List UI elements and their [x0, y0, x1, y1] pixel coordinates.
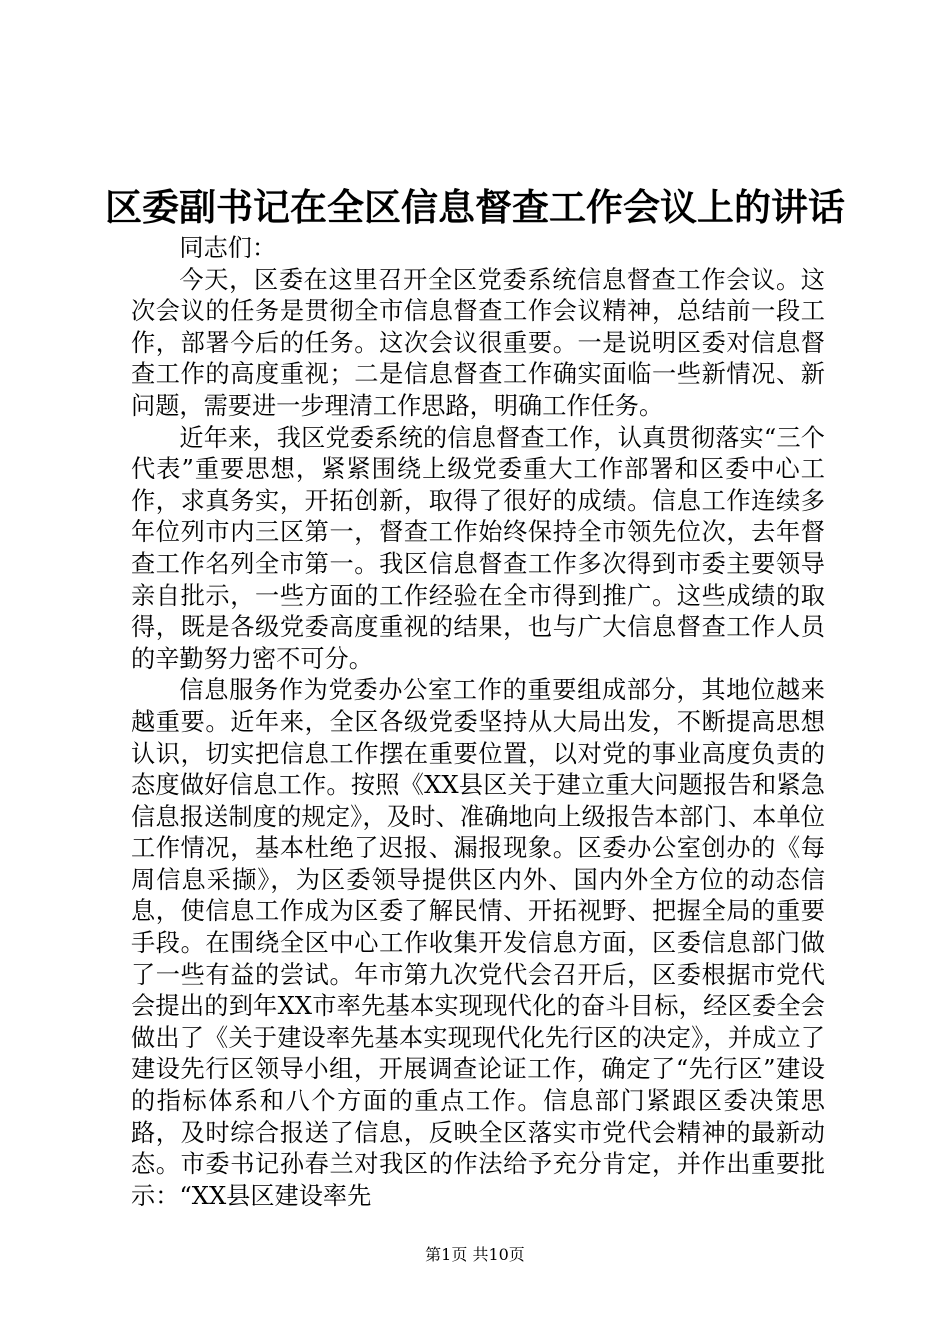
document-body — [131, 233, 825, 1212]
paragraph-3: 信息服务作为党委办公室工作的重要组成部分，其地位越来越重要。近年来，全区各级党委坚持从大局出发，不断提高思想认识，切实把信息工作摆在重要位置，以对党的事业高度负责的态度做好信息工作。按照《XX县区关于建立重大问题报告和紧急信息报送制度的规定》，及时、准确地向上级报告本部门、本单位工作情况，基本杜绝了迟报、漏报现象。区委办公室创办的《每周信息采撷》，为区委领导提供区内外、国内外全方位的动态信息，使信息工作成为区委了解民情、开拓视野、把握全局的重要手段。在围绕全区中心工作收集开发信息方面，区委信息部门做了一些有益的尝试。年市第九次党代会召开后，区委根据市党代会提出的到年XX市率先基本实现现代化的奋斗目标，经区委全会做出了《关于建设率先基本实现现代化先行区的决定》，并成立了建设先行区领导小组，开展调查论证工作，确定了“先行区”建设的指标体系和八个方面的重点工作。信息部门紧跟区委决策思路，及时综合报送了信息，反映全区落实市党代会精神的最新动态。市委书记孙春兰对我区的作法给予充分肯定，并作出重要批示：“XX县区建设率先 — [131, 676, 825, 1210]
paragraph-1: 今天，区委在这里召开全区党委系统信息督查工作会议。这次会议的任务是贯彻全市信息督查工作会议精神，总结前一段工作，部署今后的任务。这次会议很重要。一是说明区委对信息督查工作的高度重视；二是信息督查工作确实面临一些新情况、新问题，需要进一步理清工作思路，明确工作任务。 — [131, 265, 825, 420]
salutation: 同志们： — [179, 234, 277, 262]
paragraph-2: 近年来，我区党委系统的信息督查工作，认真贯彻落实“三个代表”重要思想，紧紧围绕上级党委重大工作部署和区委中心工作，求真务实，开拓创新，取得了很好的成绩。信息工作连续多年位列市内三区第一，督查工作始终保持全市领先位次，去年督查工作名列全市第一。我区信息督查工作多次得到市委主要领导亲自批示，一些方面的工作经验在全市得到推广。这些成绩的取得，既是各级党委高度重视的结果，也与广大信息督查工作人员的辛勤努力密不可分。 — [131, 423, 825, 673]
document-title: 区委副书记在全区信息督查工作会议上的讲话 — [105, 185, 845, 229]
page-number-footer: 第1页 共10页 — [425, 1245, 525, 1264]
